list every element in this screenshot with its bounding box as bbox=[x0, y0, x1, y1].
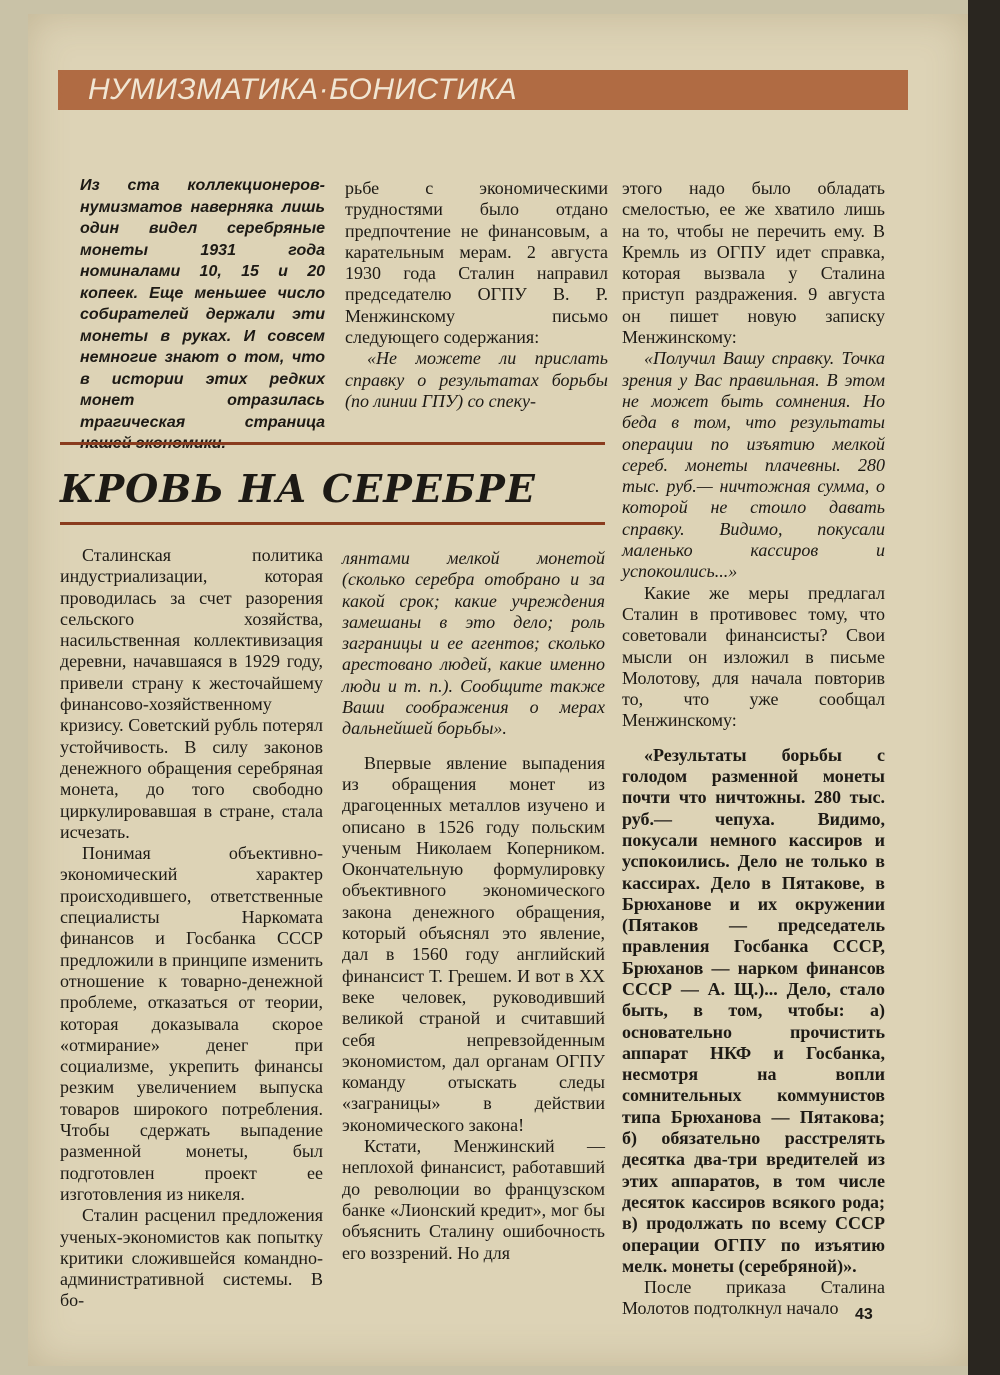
column-2-top bbox=[345, 178, 608, 412]
paragraph: Понимая объективно-экономический характер происходившего, ответственные специалисты Наркомата финансов и Госбанка СССР предложили в принципе изменить отношение к товарно-денежной проблеме, отказаться от теории, которая доказывала скорое «отмирание» денег при социализме, укрепить финансы резким увеличением выпуска товаров широкого потребления. Чтобы сдержать выпадение разменной монеты, был подготовлен проект ее изготовления из никеля. bbox=[60, 843, 323, 1204]
paragraph: Сталин расценил предложения ученых-экономистов как попытку критики сложившейся командно-административной системы. В бо- bbox=[60, 1205, 323, 1311]
quote-paragraph: «Не можете ли прислать справку о результатах борьбы (по линии ГПУ) со спеку- bbox=[345, 348, 608, 411]
quote-paragraph: лянтами мелкой монетой (сколько серебра отобрано и за какой срок; какие учреждения замешаны в это дело; роль заграницы и ее агентов; сколько арестовано людей, какие именно люди и т. п.). Сообщите также Ваши соображения о мерах дальнейшей борьбы». bbox=[342, 548, 605, 739]
paragraph: Впервые явление выпадения из обращения монет из драгоценных металлов изучено и описано в 1526 году польским ученым Николаем Коперником. Окончательную формулировку объективного экономического закона денежного обращения, который объяснял это явление, дал в 1560 году английский финансист Т. Грешем. И вот в XX веке человек, руководивший великой страной и считавший себя непревзойденным экономистом, дал органам ОГПУ команду отыскать следы «заграницы» в действии экономического закона! bbox=[342, 752, 605, 1135]
quote-paragraph: «Получил Вашу справку. Точка зрения у Вас правильная. В этом не может быть сомнения. Но беда в том, что результаты операции по изъятию мелкой сереб. монеты плачевны. 280 тыс. руб.— ничтожная сумма, о которой не стоило давать справку. Видимо, покусали маленько кассиров и успокоились...» bbox=[622, 348, 885, 582]
lead-paragraph: Из ста коллекционеров-нумизматов наверняка лишь один видел серебряные монеты 1931 года номиналами 10, 15 и 20 копеек. Еще меньшее число собирателей держали эти монеты в руках. И совсем немногие знают о том, что в истории этих редких монет отразилась трагическая страница bbox=[80, 177, 325, 431]
column-2 bbox=[342, 548, 605, 1264]
title-rule-top bbox=[60, 442, 605, 445]
paragraph: Сталинская политика индустриализации, которая проводилась за счет разорения сельского хозяйства, насильственная коллективизация деревни, начавшаяся в 1929 году, привели страну к жесточайшему финансово-хозяйственному кризису. Советский рубль потерял устойчивость. В силу законов денежного обращения серебряная монета, до того свободно циркулировавшая в стране, стала исчезать. bbox=[60, 545, 323, 842]
page-number: 43 bbox=[855, 1306, 873, 1323]
paragraph: После приказа Сталина Молотов подтолкнул начало bbox=[622, 1277, 885, 1319]
column-3 bbox=[622, 178, 885, 1320]
page-edge bbox=[968, 0, 1000, 1375]
paragraph: Какие же меры предлагал Сталин в противовес тому, что советовали финансисты? Свои мысли он изложил в письме Молотову, для начала повторив то, что уже сообщал Менжинскому: bbox=[622, 582, 885, 731]
section-title: НУМИЗМАТИКА·БОНИСТИКА bbox=[88, 73, 518, 106]
paragraph: этого надо было обладать смелостью, ее же хватило лишь на то, чтобы не перечить ему. В Кремль из ОГПУ идет справка, которая вызвала у Сталина приступ раздражения. 9 августа он пишет новую записку Менжинскому: bbox=[622, 178, 885, 348]
paragraph: рьбе с экономическими трудностями было отдано предпочтение не финансовым, а карательным мерам. 2 августа 1930 года Сталин направил председателю ОГПУ В. Р. Менжинскому письмо следующего содержания: bbox=[345, 178, 608, 348]
article-title: КРОВЬ НА СЕРЕБРЕ bbox=[60, 466, 536, 511]
title-rule-bottom bbox=[60, 522, 605, 525]
quote-paragraph: «Результаты борьбы с голодом разменной монеты почти что ничтожны. 280 тыс. руб.— чепуха. Видимо, покусали немного кассиров и успокоились. Дело не только в кассирах. Дело в Пятакове, в Брюханове и их окружении (Пятаков — председатель правления Госбанка СССР, Брюханов — нарком финансов СССР — А. Щ.)... Дело, стало быть, в том, чтобы: а) основательно прочистить аппарат НКФ и Госбанка, несмотря на вопли сомнительных коммунистов типа Брюханова — Пятакова; б) обязательно расстрелять десятка два-три вредителей из этих аппаратов, в том числе десяток кассиров всякого рода; в) продолжать по всему СССР операции ОГПУ по изъятию мелк. монеты (серебряной)». bbox=[622, 744, 885, 1276]
paragraph: Кстати, Менжинский — неплохой финансист, работавший до революции во французском банке «Лионский кредит», мог бы объяснить Сталину ошибочность его воззрений. Но для bbox=[342, 1136, 605, 1263]
column-1 bbox=[60, 545, 323, 1312]
